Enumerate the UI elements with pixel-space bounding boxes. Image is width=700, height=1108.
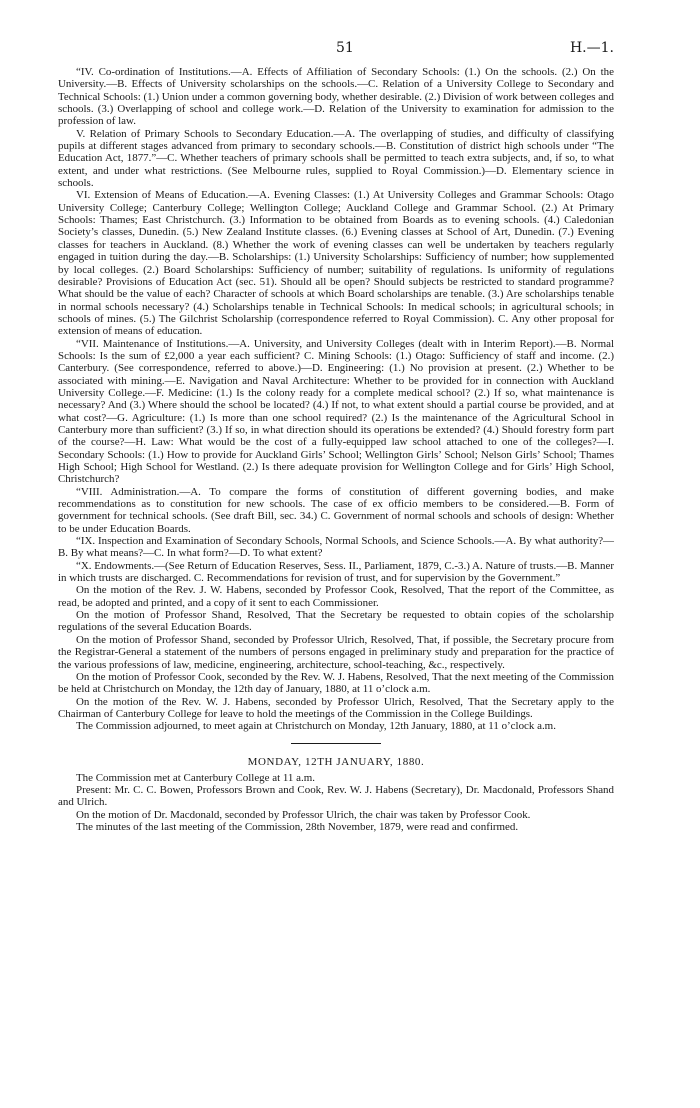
meeting-opening: The Commission met at Canterbury College at 11 a.m. [76, 771, 315, 784]
page-header [58, 40, 614, 66]
resolution-scholarship-regulations: On the motion of Professor Shand, Resolved, That the Secretary be requested to obtain copies of the scholarship regulations of the several Education Boards. [58, 609, 614, 634]
paragraph-x: “X. Endowments.—(See Return of Education Reserves, Sess. II., Parliament, 1879, C.-3.) A. Nature of trusts.—B. Manner in which trusts are discharged. C. Recommendations for revision of trust, and for supervision by the Government.” [58, 559, 614, 585]
paragraph-vii: “VII. Maintenance of Institutions.—A. University, and University Colleges (dealt with in Interim Report).—B. Normal Schools: Is the sum of £2,000 a year each sufficient? C. Mining Schools: (1.) Otago: Sufficiency of staff and income. (2.) Canterbury. (See correspondence, referred to above.)—D. Engineering: (1.) No provision at present. (2.) Whether to be associated with mining.—E. Navigation and Naval Architecture: Whether to be provided for in connection with Auckland University College.—F. Medicine: (1.) Is the colony ready for a complete medical school? (2.) If so, what maintenance is necessary? And (3.) Where should the school be located? (4.) If not, to what extent should a partial course be provided, and at what cost?—G. Agriculture: (1.) Is more than one school required? (2.) Is the maintenance of the Agricultural School in Canterbury more than sufficient? (3.) If so, in what direction should its operations be extended? (4.) Should forestry form part of the course?—H. Law: What would be the cost of a fully-equipped law school attached to one of the colleges?—I. Secondary Schools: (1.) How to provide for Auckland Girls’ School; Wellington Girls’ School; Nelson Girls’ School; Thames High School; High School for Westland. (2.) Is there adequate provision for Wellington College and for Girls’ High School, Christchurch? [58, 337, 614, 486]
resolution-college-buildings: On the motion of the Rev. W. J. Habens, seconded by Professor Ulrich, Resolved, That the Secretary apply to the Chairman of Canterbury College for leave to hold the meetings of the Commission in the College Buildings. [58, 695, 614, 720]
adjournment-note: The Commission adjourned, to meet again at Christchurch on Monday, 12th January, 1880, at 11 o’clock a.m. [76, 720, 556, 733]
paragraph-ix: “IX. Inspection and Examination of Secondary Schools, Normal Schools, and Science Schools.—A. By what authority?—B. By what means?—C. In what form?—D. To what extent? [58, 535, 614, 560]
attendance-list: Present: Mr. C. C. Bowen, Professors Brown and Cook, Rev. W. J. Habens (Secretary), Dr. Macdonald, Professors Shand and Ulrich. [58, 783, 614, 809]
paragraph-viii: “VIII. Administration.—A. To compare the forms of constitution of different governing bodies, and make recommendations as to constitution for new schools. The case of ex officio members to be considered.—B. Form of government for technical schools. (See draft Bill, sec. 34.) C. Government of normal schools and schools of design: Whether to be under Education Boards. [58, 485, 614, 535]
resolution-next-meeting: On the motion of Professor Cook, seconded by the Rev. W. J. Habens, Resolved, That the next meeting of the Commission be held at Christchurch on Monday, the 12th day of January, 1880, at 11 o’clock a.m. [58, 670, 614, 696]
minutes-confirmed: The minutes of the last meeting of the Commission, 28th November, 1879, were read and confirmed. [76, 820, 519, 833]
document-page [58, 40, 614, 833]
page-number: 51 [336, 40, 354, 56]
meeting-minutes-body [58, 772, 614, 834]
minutes-body [58, 66, 614, 733]
resolution-report-adopted: On the motion of the Rev. J. W. Habens, seconded by Professor Cook, Resolved, That the report of the Committee, as read, be adopted and printed, and a copy of it sent to each Commissioner. [58, 584, 614, 609]
resolution-registrar-statement: On the motion of Professor Shand, seconded by Professor Ulrich, Resolved, That, if possible, the Secretary procure from the Registrar-General a statement of the numbers of persons engaged in preliminary study and preparation for the practice of the various professions of law, medicine, engineering, architecture, school-teaching, &c., respectively. [58, 633, 614, 671]
paragraph-vi: VI. Extension of Means of Education.—A. Evening Classes: (1.) At University Colleges and Grammar Schools: Otago University College; Canterbury College; Wellington College; Auckland College and Grammar School. (2.) At Primary Schools: Thames; East Christchurch. (3.) Information to be obtained from Boards as to evening schools. (4.) Caledonian Society’s classes, Dunedin. (5.) New Zealand Institute classes. (6.) Evening classes at School of Art, Dunedin. (7.) Evening classes for teachers in Auckland. (8.) Whether the work of evening classes can well be undertaken by teachers regularly engaged in tuition during the day.—B. Scholarships: (1.) University Scholarships: Sufficiency of number; how supplemented by local colleges. (2.) Board Scholarships: Sufficiency of number; suitability of regulations. Is uniformity of regulations desirable? Provisions of Education Act (sec. 51). Should all be open? Should subjects be restricted to standard programme? What should be the value of each? Character of schools at which Board scholarships are tenable. (3.) Are scholarships tenable in normal schools necessary? (4.) Scholarships tenable in Technical Schools: In medical schools; in agricultural schools; in schools of mines. (5.) The Gilchrist Scholarship (correspondence referred to Royal Commission). C. Any other proposal for extension of means of education. [58, 189, 614, 338]
meeting-date-heading: MONDAY, 12TH JANUARY, 1880. [247, 755, 425, 768]
chair-motion: On the motion of Dr. Macdonald, seconded by Professor Ulrich, the chair was taken by Professor Cook. [76, 808, 531, 821]
section-divider [291, 743, 381, 744]
document-reference: H.—1. [569, 40, 614, 56]
paragraph-v: V. Relation of Primary Schools to Secondary Education.—A. The overlapping of studies, and difficulty of classifying pupils at different stages advanced from primary to secondary schools.—B. Constitution of district high schools under “The Education Act, 1877.”—C. Whether teachers of primary schools shall be permitted to teach extra subjects, and, if so, to what extent, and under what restrictions. (See Melbourne rules, supplied to Royal Commission.)—D. Elementary science in schools. [58, 127, 614, 190]
paragraph-iv: “IV. Co-ordination of Institutions.—A. Effects of Affiliation of Secondary Schools: (1.) On the schools. (2.) On the University.—B. Effects of University scholarships on the schools.—C. Relation of a University College to Secondary and Technical Schools: (1.) Union under a common governing body, whether desirable. (2.) Division of work between colleges and schools. (3.) Overlapping of school and college work.—D. Relation of the University to examination for admission to the profession of law. [58, 66, 614, 128]
